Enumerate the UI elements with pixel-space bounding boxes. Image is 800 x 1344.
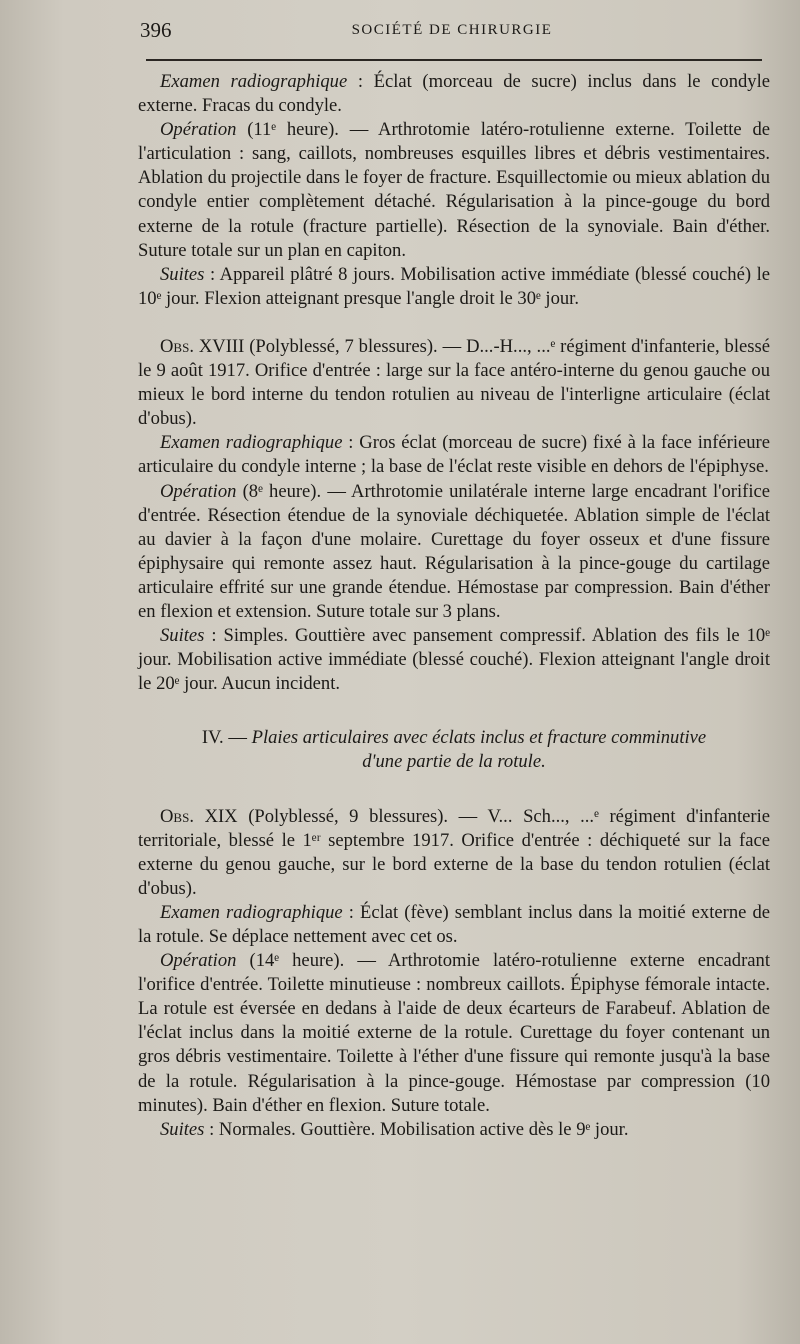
section-title-line1: Plaies articulaires avec éclats inclus et fracture comminutive <box>251 727 707 749</box>
label-examen: Examen radiographique <box>160 901 343 923</box>
paragraph-obs-xviii <box>138 335 770 431</box>
spacer <box>138 311 770 335</box>
paragraph-operation-1 <box>138 118 770 263</box>
spacer <box>138 696 770 726</box>
label-observation: Obs. XVIII <box>160 335 245 357</box>
paragraph-text: (11ᵉ heure). — Arthrotomie latéro-rotulienne externe. Toilette de l'articulation : sang, caillots, nombreuses esquilles libres et débris vestimentaires. Ablation du projectile dans le foyer de fracture. Esquillectomie ou mieux ablation du condyle entier complètement détaché. Régularisation à la pince-gouge du bord externe de la rotule (fracture partielle). Résection de la synoviale. Bain d'éther. Suture totale sur un plan en capiton. <box>138 119 770 261</box>
paragraph-text: (14ᵉ heure). — Arthrotomie latéro-rotulienne externe encadrant l'orifice d'entrée. Toilette minutieuse : nombreux caillots. Épiphyse fémorale intacte. La rotule est éversée en dedans à l'aide de deux écarteurs de Farabeuf. Ablation de l'éclat inclus dans la moitié externe de la rotule. Curettage du foyer contenant un gros débris vestimentaire. Toilette à l'éther d'une fissure qui remonte jusqu'à la base de la rotule. Régularisation à la pince-gouge. Hémostase par compression (10 minutes). Bain d'éther en flexion. Suture totale. <box>138 950 770 1116</box>
label-observation: Obs. XIX <box>160 805 238 827</box>
paragraph-text: (Polyblessé, 7 blessures). — D...-H..., ...ᵉ régiment d'infanterie, blessé le 9 août 1917. Orifice d'entrée : large sur la face antéro-interne du genou gauche ou mieux le bord interne du tendon rotulien au niveau de l'interligne articulaire (éclat d'obus). <box>138 335 771 430</box>
header-rule <box>146 59 762 61</box>
page-number: 396 <box>140 18 172 42</box>
section-number: IV. — <box>201 727 252 749</box>
paragraph-obs-xix <box>138 805 770 901</box>
body-text <box>138 70 770 1142</box>
label-suites: Suites <box>160 1118 205 1140</box>
paragraph-suites-2 <box>138 624 770 696</box>
label-suites: Suites <box>160 625 205 647</box>
label-examen: Examen radiographique <box>160 71 348 92</box>
paragraph-text: (8ᵉ heure). — Arthrotomie unilatérale interne large encadrant l'orifice d'entrée. Résection étendue de la synoviale déchiquetée. Ablation simple de l'éclat au davier à la façon d'une molaire. Curettage du foyer osseux et d'une fissure épiphysaire qui remonte assez haut. Régularisation à la pince-gouge du cartilage articulaire effrité sur une grande étendue. Hémostase par compression. Bain d'éther en flexion et extension. Suture totale sur 3 plans. <box>138 480 770 622</box>
paragraph-examen-1 <box>138 70 770 118</box>
section-heading <box>138 726 770 774</box>
paragraph-examen-3 <box>138 901 770 949</box>
paragraph-examen-2 <box>138 431 770 479</box>
paragraph-operation-3 <box>138 949 770 1118</box>
paragraph-text: : Simples. Gouttière avec pansement compressif. Ablation des fils le 10ᵉ jour. Mobilisation active immédiate (blessé couché). Flexion atteignant l'angle droit le 20ᵉ jour. Aucun incident. <box>138 625 770 695</box>
paragraph-suites-1 <box>138 263 770 311</box>
running-head: SOCIÉTÉ DE CHIRURGIE <box>351 22 553 38</box>
section-title-line2: d'une partie de la rotule. <box>362 751 546 773</box>
paragraph-suites-3 <box>138 1118 770 1142</box>
paragraph-text: : Gros éclat (morceau de sucre) fixé à la face inférieure articulaire du condyle interne ; la base de l'éclat reste visible en dehors de l'épiphyse. <box>138 432 770 478</box>
label-operation: Opération <box>160 119 237 141</box>
paragraph-text: : Normales. Gouttière. Mobilisation active dès le 9ᵉ jour. <box>204 1118 629 1140</box>
label-examen: Examen radiographique <box>160 432 343 454</box>
paragraph-operation-2 <box>138 480 770 625</box>
page-header <box>140 14 764 50</box>
spacer <box>138 775 770 805</box>
label-operation: Opération <box>160 950 237 972</box>
paragraph-text: : Éclat (morceau de sucre) inclus dans le condyle externe. Fracas du condyle. <box>138 71 770 117</box>
paragraph-text: : Éclat (fève) semblant inclus dans la moitié externe de la rotule. Se déplace nettement avec cet os. <box>138 901 771 947</box>
paragraph-text: : Appareil plâtré 8 jours. Mobilisation active immédiate (blessé couché) le 10ᵉ jour. Flexion atteignant presque l'angle droit le 30ᵉ jour. <box>138 263 770 309</box>
paragraph-text: (Polyblessé, 9 blessures). — V... Sch..., ...ᵉ régiment d'infanterie territoriale, blessé le 1ᵉʳ septembre 1917. Orifice d'entrée : déchiqueté sur la face externe du genou gauche, sur le bord externe de la base du tendon rotulien (éclat d'obus). <box>138 805 770 899</box>
label-operation: Opération <box>160 480 237 502</box>
label-suites: Suites <box>160 263 205 285</box>
